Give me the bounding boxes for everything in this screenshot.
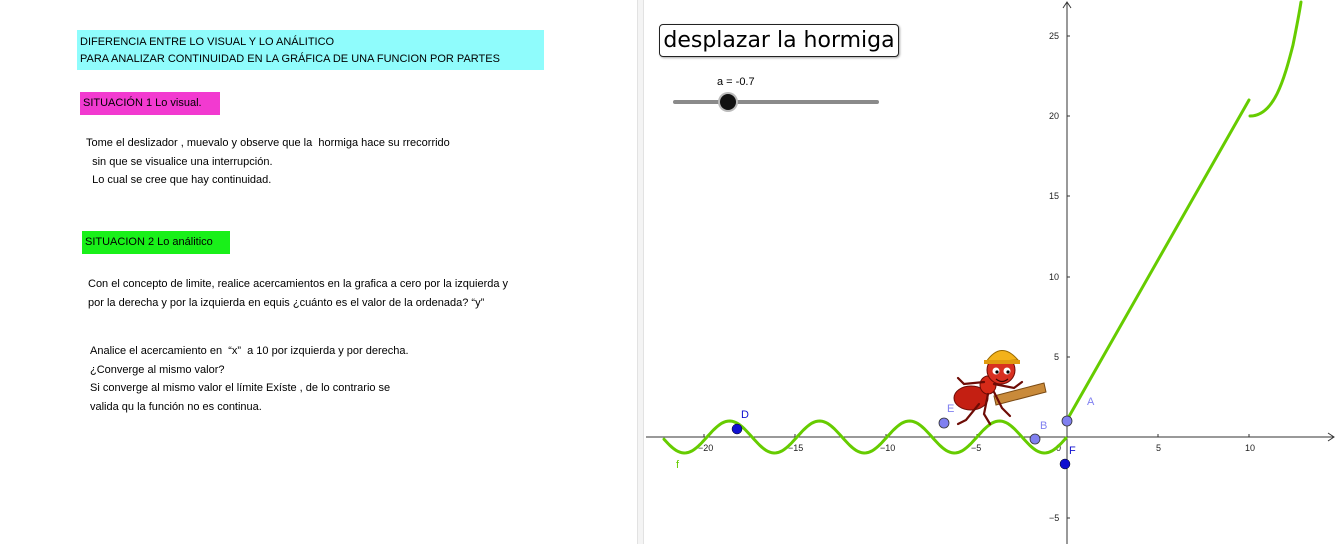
point-e-label: E <box>947 403 955 415</box>
slider-a[interactable] <box>673 74 883 110</box>
x-tick-label: −5 <box>971 443 982 453</box>
function-curve-upper-part[interactable] <box>1250 2 1301 116</box>
y-tick-label: 10 <box>1049 272 1060 282</box>
point-a-label: A <box>1087 396 1095 408</box>
slider-track[interactable] <box>673 100 879 104</box>
y-tick-label: 25 <box>1049 31 1060 41</box>
x-tick-label: −15 <box>788 443 804 453</box>
x-tick-label: 10 <box>1245 443 1256 453</box>
point-f-label: F <box>1069 445 1076 457</box>
x-tick-label: −10 <box>880 443 896 453</box>
slider-handle[interactable] <box>720 94 736 110</box>
move-ant-button-label: desplazar la hormiga <box>663 28 895 53</box>
slider-label: a = -0.7 <box>717 76 755 88</box>
function-label: f <box>676 459 680 471</box>
point-e[interactable] <box>939 418 949 428</box>
heading-line-2: PARA ANALIZAR CONTINUIDAD EN LA GRÁFICA DE UNA FUNCION POR PARTES <box>80 53 500 65</box>
point-f[interactable] <box>1060 459 1070 469</box>
situation-1-tag: SITUACIÓN 1 Lo visual. <box>80 92 220 115</box>
y-tick-label: 15 <box>1049 191 1060 201</box>
text-panel <box>0 0 637 544</box>
point-b-label: B <box>1040 420 1048 432</box>
y-tick-label: 5 <box>1054 352 1060 362</box>
situation-2-text: Con el concepto de limite, realice acercamientos en la grafica a cero por la izquierda y por la derecha y por la izquierda en equis ¿cuánto es el valor de la ordenada? “y” <box>88 278 509 309</box>
graph-view[interactable] <box>644 0 1336 544</box>
panel-divider[interactable] <box>637 0 644 544</box>
function-curve-linear-part[interactable] <box>1067 100 1249 420</box>
ant-helmet-brim <box>984 360 1020 364</box>
situation-2-tag: SITUACION 2 Lo análitico <box>82 231 230 254</box>
heading-line-1: DIFERENCIA ENTRE LO VISUAL Y LO ANÁLITICO <box>80 36 335 48</box>
point-d[interactable] <box>732 424 742 434</box>
point-a[interactable] <box>1062 416 1072 426</box>
x-tick-label: 5 <box>1156 443 1162 453</box>
analysis-text: Analice el acercamiento en “x” a 10 por izquierda y por derecha. ¿Converge al mismo valor? Si converge al mismo valor el límite Exíste , de lo contrario se valida qu la función no es continua. <box>90 345 409 413</box>
x-tick-label: −20 <box>698 443 714 453</box>
heading-block <box>77 30 544 70</box>
ant-pupil-right <box>1006 370 1009 373</box>
ant-pupil-left <box>995 370 998 373</box>
point-d-label: D <box>741 409 749 421</box>
y-tick-label: −5 <box>1049 513 1060 523</box>
y-tick-label: 20 <box>1049 111 1060 121</box>
x-tick-label: 0 <box>1056 443 1062 453</box>
ant-icon[interactable] <box>954 350 1046 424</box>
move-ant-button[interactable] <box>659 24 899 57</box>
situation-1-text: Tome el deslizador , muevalo y observe que la hormiga hace su rrecorrido sin que se visualice una interrupción. Lo cual se cree que hay continuidad. <box>86 137 450 186</box>
point-b[interactable] <box>1030 434 1040 444</box>
